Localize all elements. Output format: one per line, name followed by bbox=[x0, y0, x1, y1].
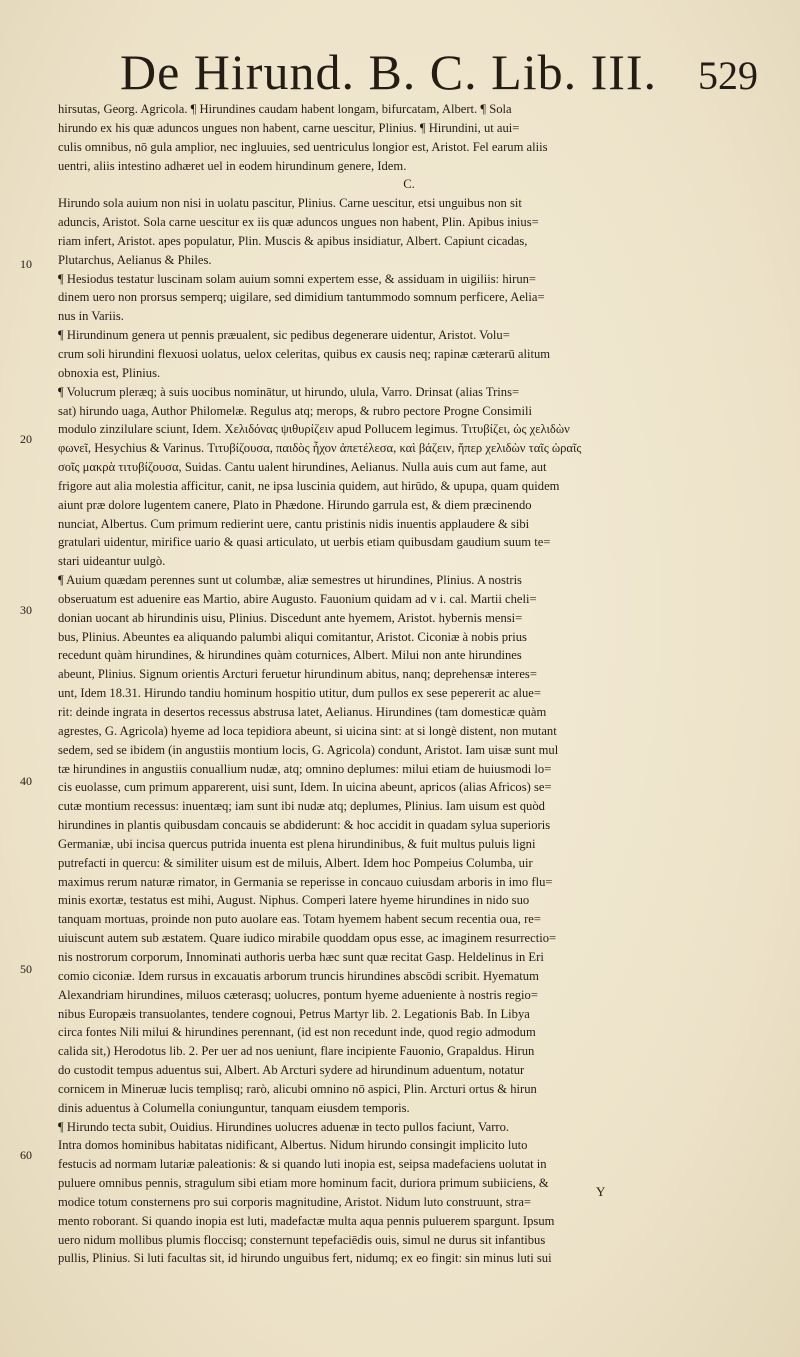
text-line: uentri, aliis intestino adhæret uel in eodem hirundinum genere, Idem. bbox=[58, 158, 407, 173]
text-line: circa fontes Nili milui & hirundines perennant, (id est non recedunt inde, quod regio admodum bbox=[58, 1025, 536, 1040]
text-line: Plutarchus, Aelianus & Philes. bbox=[58, 252, 212, 267]
text-line: φωνεῖ, Hesychius & Varinus. Τιτυβίζουσα, παιδὸς ἦχον ἀπετέλεσα, καὶ βάζειν, ἥπερ χελιδὼν ταῖς ὡραῖς bbox=[58, 441, 582, 456]
text-line: crum soli hirundini flexuosi uolatus, uelox celeritas, quibus ex causis neq; rapinæ cæterarū alitum bbox=[58, 346, 551, 361]
text-line: ¶ Hirundinum genera ut pennis præualent, sic pedibus degenerare uidentur, Aristot. Volu= bbox=[58, 328, 510, 343]
text-line: cis euolasse, cum primum apparerent, uisi sunt, Idem. In uicina abeunt, apricos (alias Africos) se= bbox=[58, 780, 552, 795]
text-line: nus in Variis. bbox=[58, 309, 124, 324]
text-line: hirundo ex his quæ aduncos ungues non habent, carne uescitur, Plinius. ¶ Hirundini, ut aui= bbox=[58, 120, 520, 135]
text-line: stari uideantur uulgò. bbox=[58, 554, 166, 569]
text-line: pullis, Plinius. Si luti facultas sit, id hirundo unguibus fert, nidumq; ex eo fingit: sin minus luti sui bbox=[58, 1251, 552, 1266]
text-line: modice totum consternens pro sui corporis magnitudine, Aristot. Nidum luto construunt, stra= bbox=[58, 1194, 532, 1209]
text-line: riam infert, Aristot. apes populatur, Plin. Muscis & apibus insidiatur, Albert. Capiunt cicadas, bbox=[58, 233, 528, 248]
text-line: Hirundo sola auium non nisi in uolatu pascitur, Plinius. Carne uescitur, etsi unguibus non sit bbox=[58, 196, 522, 211]
text-line: obseruatum est aduenire eas Martio, abire Augusto. Fauonium quidam ad v i. cal. Martii cheli= bbox=[58, 591, 537, 606]
text-line: recedunt quàm hirundines, & hirundines quàm coturnices, Albert. Milui non ante hirundines bbox=[58, 648, 522, 663]
running-title: De Hirund. B. C. Lib. III. bbox=[120, 44, 658, 100]
text-line: putrefacti in quercu: & similiter uisum est de miluis, Albert. Idem hoc Pompeius Columba, uir bbox=[58, 855, 533, 870]
text-line: cornicem in Mineruæ lucis templisq; rarò, alicubi omnino nō aspici, Plin. Arcturi ortus & hirun bbox=[58, 1081, 537, 1096]
text-line: nunciat, Albertus. Cum primum redierint uere, cantu pristinis nidis inuentis applaudere & sibi bbox=[58, 516, 530, 531]
text-line: modulo zinzilulare sciunt, Idem. Χελιδόνας ψιθυρίζειν apud Pollucem legimus. Τιτυβίζει, ὡς χελιδὼν bbox=[58, 422, 570, 437]
text-line: Intra domos hominibus habitatas nidificant, Albertus. Nidum hirundo consingit implicito luto bbox=[58, 1138, 528, 1153]
text-body bbox=[58, 100, 760, 1268]
section-letter: C. bbox=[403, 177, 415, 192]
line-number-20: 20 bbox=[20, 432, 32, 446]
text-line: unt, Idem 18.31. Hirundo tandiu hominum hospitio utitur, dum pullos ex sese pepererit ac alue= bbox=[58, 686, 541, 701]
text-line: aduncis, Aristot. Sola carne uescitur ex iis quæ aduncos ungues non habent, Plin. Apibus inius= bbox=[58, 215, 539, 230]
text-line: donian uocant ab hirundinis uisu, Plinius. Discedunt ante hyemem, Aristot. hybernis mensi= bbox=[58, 610, 523, 625]
text-line: dinis aduentus à Columella coniunguntur, tanquam eiusdem temporis. bbox=[58, 1100, 410, 1115]
line-number-30: 30 bbox=[20, 603, 32, 617]
text-line: dinem uero non prorsus semperq; uigilare, sed dimidium tantummodo somnum perficere, Aelia= bbox=[58, 290, 545, 305]
text-line: puluere omnibus pennis, stragulum sibi etiam more hominum facit, duriora primum subiiciens, & bbox=[58, 1176, 549, 1191]
text-line: agrestes, G. Agricola) hyeme ad loca tepidiora abeunt, si uicina sint: at si longè distent, non mutant bbox=[58, 723, 557, 738]
text-line: ¶ Hesiodus testatur luscinam solam auium somni expertem esse, & assiduam in uigiliis: hirun= bbox=[58, 271, 537, 286]
text-line: sat) hirundo uaga, Author Philomelæ. Regulus atq; merops, & rubro pectore Progne Consimili bbox=[58, 403, 532, 418]
text-line: abeunt, Plinius. Signum orientis Arcturi feruetur hirundinum abitus, nanq; deprehensæ interes= bbox=[58, 667, 537, 682]
text-line: mento roborant. Si quando inopia est luti, madefactæ multa aqua pennis puluerem spargunt. Ipsum bbox=[58, 1213, 555, 1228]
line-number-60: 60 bbox=[20, 1148, 32, 1162]
text-line: tæ hirundines in angustiis conuallium nudæ, atq; omnino deplumes: milui etiam de huiusmodi lo= bbox=[58, 761, 552, 776]
page-number: 529 bbox=[698, 53, 758, 98]
text-line: comio ciconiæ. Idem rursus in excauatis arborum truncis hirundines abscōdi scribit. Hyematum bbox=[58, 968, 539, 983]
text-line: culis omnibus, nō gula amplior, nec ingluuies, sed uentriculus longior est, Aristot. Fel earum aliis bbox=[58, 139, 548, 154]
text-line: rit: deinde ingrata in desertos recessus abstrusa latet, Aelianus. Hirundines (tam domesticæ quàm bbox=[58, 705, 547, 719]
text-line: ¶ Hirundo tecta subit, Ouidius. Hirundines uolucres aduenæ in tecto pullos faciunt, Varro. bbox=[58, 1119, 510, 1134]
text-line: aiunt præ dolore lugentem canere, Plato in Phædone. Hirundo garrula est, & diem præcinendo bbox=[58, 497, 532, 512]
text-line: do custodit tempus aduentus sui, Albert. Ab Arcturi sydere ad hirundinum aduentum, notatur bbox=[58, 1063, 525, 1078]
text-line: minis exortæ, testatus est mihi, August. Niphus. Comperi latere hyeme hirundines in nido suo bbox=[58, 893, 530, 908]
line-number-40: 40 bbox=[20, 774, 32, 788]
text-line: uero nidum mollibus plumis floccisq; consternunt tepefaciēdis ouis, simul ne durus sit infantibus bbox=[58, 1232, 546, 1247]
text-line: obnoxia est, Plinius. bbox=[58, 365, 161, 380]
text-line: Alexandriam hirundines, miluos cæterasq; uolucres, pontum hyeme adueniente à nostris regio= bbox=[58, 987, 538, 1002]
text-line: Germaniæ, ubi incisa quercus putrida inuenta est plena hirundinibus, & fuit multus puluis ligni bbox=[58, 836, 536, 851]
text-line: cutæ montium recessus: inuentæq; iam sunt ibi nudæ atq; deplumes, Plinius. Iam uisum est quòd bbox=[58, 799, 545, 814]
text-line: nibus Europæis transuolantes, tendere cognoui, Petrus Martyr lib. 2. Legationis Bab. In Libya bbox=[58, 1006, 530, 1021]
text-line: calida sit,) Herodotus lib. 2. Per uer ad nos ueniunt, flare incipiente Fauonio, Grapaldus. Hirun bbox=[58, 1044, 535, 1059]
text-line: bus, Plinius. Abeuntes ea aliquando palumbi aliqui comitantur, Aristot. Ciconiæ à nobis prius bbox=[58, 629, 527, 644]
text-line: ¶ Volucrum pleræq; à suis uocibus nominātur, ut hirundo, ulula, Varro. Drinsat (alias Trins= bbox=[58, 384, 520, 399]
text-line: uiuiscunt autem sub æstatem. Quare iudico mirabile quoddam opus esse, ac imaginem resurrectio= bbox=[58, 931, 557, 946]
text-line: hirsutas, Georg. Agricola. ¶ Hirundines caudam habent longam, bifurcatam, Albert. ¶ Sola bbox=[58, 102, 512, 116]
text-line: gratulari uidentur, mirifice uario & quasi articulato, ut uerbis etiam quibusdam gaudium suum te= bbox=[58, 535, 551, 550]
text-line: σοῖς μακρὰ τιτυβίζουσα, Suidas. Cantu ualent hirundines, Aelianus. Nulla auis cum aut fame, aut bbox=[58, 460, 547, 475]
line-number-10: 10 bbox=[20, 257, 32, 271]
line-number-50: 50 bbox=[20, 962, 32, 976]
text-line: maximus rerum naturæ rimator, in Germania se reperisse in concauo cuiusdam arboris in imo flu= bbox=[58, 874, 553, 889]
text-line: ¶ Auium quædam perennes sunt ut columbæ, aliæ semestres ut hirundines, Plinius. A nostris bbox=[58, 573, 522, 588]
catchword: Y bbox=[596, 1184, 606, 1199]
text-line: hirundines in plantis quibusdam concauis se abdiderunt: & hoc accidit in quadam sylua superioris bbox=[58, 818, 551, 833]
text-line: tanquam mortuas, proinde non puto auolare eas. Totam hyemem habent secum recentia oua, re= bbox=[58, 912, 541, 927]
text-line: festucis ad normam lutariæ paleationis: & si quando luti inopia est, seipsa madefaciens uolutat in bbox=[58, 1157, 547, 1172]
text-line: nis nostrorum corporum, Innominati authoris uerba hæc sunt quæ recitat Gasp. Heldelinus in Eri bbox=[58, 949, 544, 964]
text-line: sedem, sed se ibidem (in angustiis montium locis, G. Agricola) condunt, Aristot. Iam uisæ sunt mul bbox=[58, 742, 559, 757]
text-line: frigore aut alia molestia afficitur, canit, ne ipsa luscinia quidem, aut hirūdo, & upupa, quam quidem bbox=[58, 478, 560, 493]
